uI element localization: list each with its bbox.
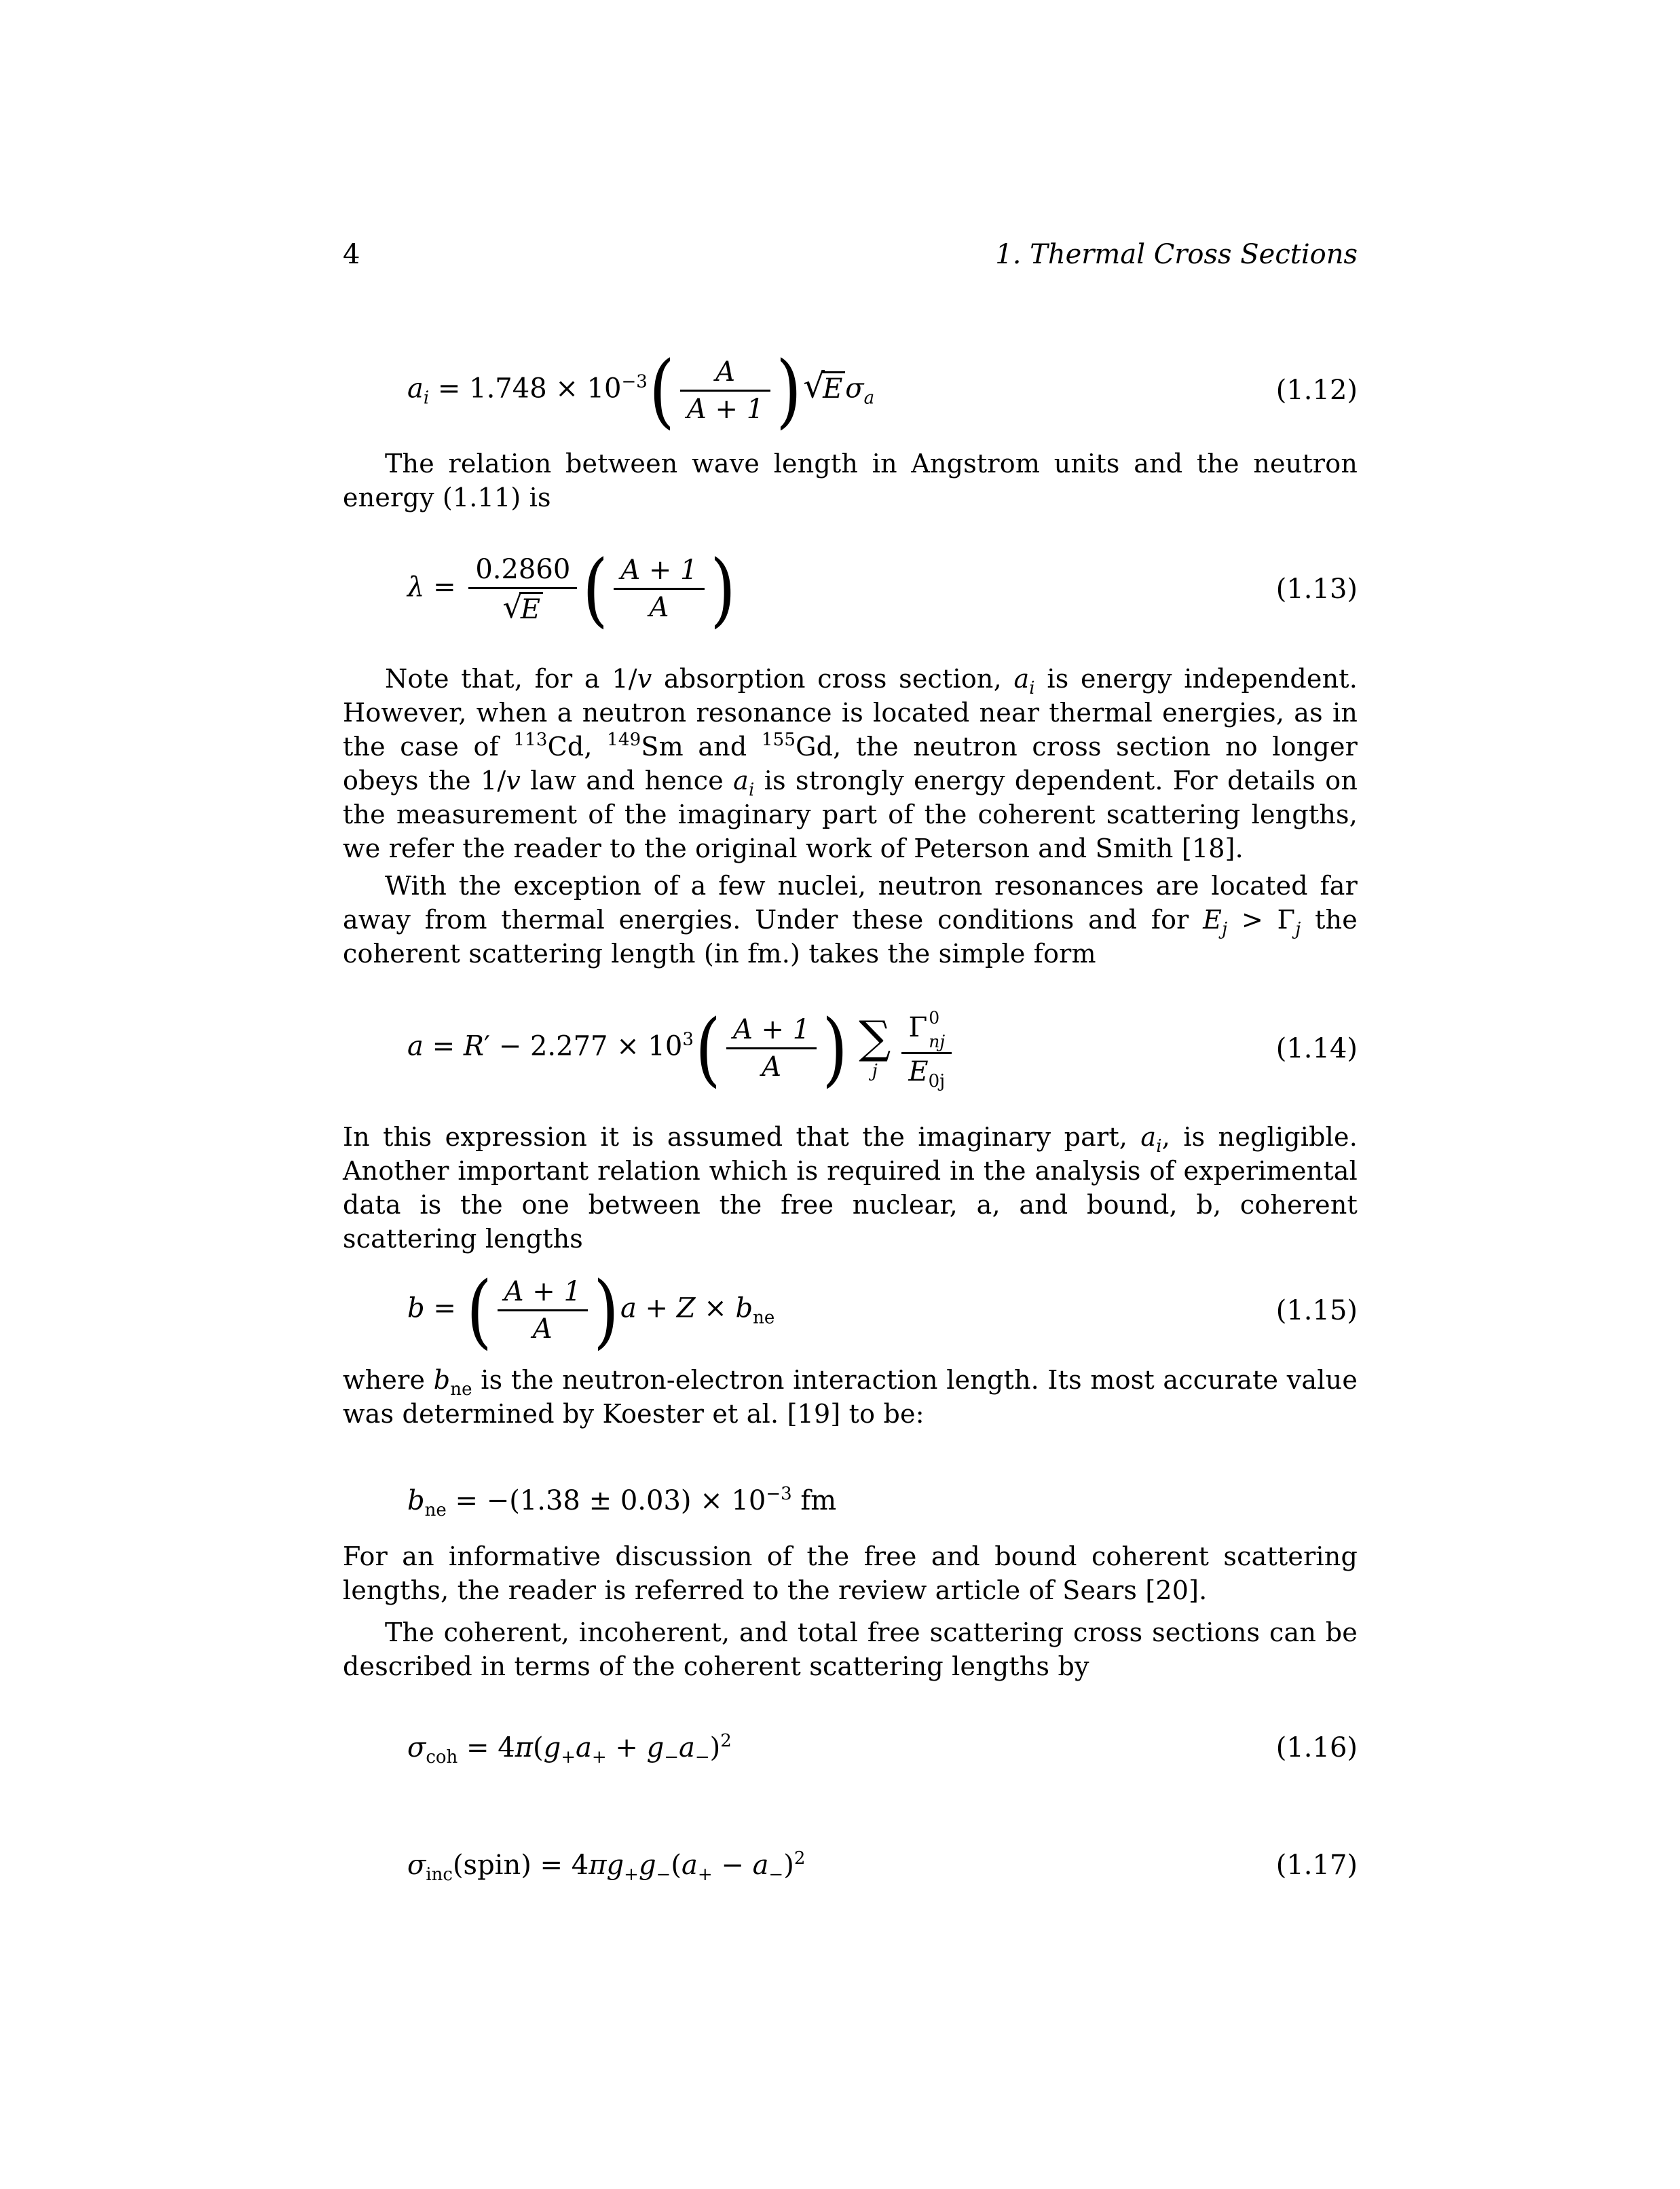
var-sigma: σ (407, 1732, 426, 1763)
numerator: A + 1 (732, 1014, 810, 1045)
equation-body: b = ( $\frac{A + 1}{A}$ )$a + Z \times b_{ne}$ (407, 1263, 775, 1358)
equation-body: $a = R' - 2.277 \times 10^3$( $\frac{A + 1}{A}$ ) ∑ j Γ 0 nj $E_{0j}$ (407, 1007, 956, 1089)
sub-plus: + (697, 1864, 713, 1885)
text-run: The relation between wave length in Angstrom units and the neutron energy (1.11) is (343, 449, 1358, 512)
equation-body (407, 1848, 806, 1885)
var-b: b (735, 1292, 753, 1324)
text-run: law and hence (521, 766, 734, 796)
var-Z: Z (676, 1292, 696, 1324)
right-paren: ) (783, 1849, 794, 1881)
denominator: A (498, 1309, 588, 1347)
sub-minus: − (768, 1864, 784, 1885)
times-sign: × (695, 1292, 736, 1324)
text-run: In this expression it is assumed that the imaginary part, (343, 1122, 1141, 1152)
equation-1-14 (343, 992, 1358, 1104)
sub-coh: coh (426, 1746, 458, 1767)
sub-i: i (1156, 1136, 1162, 1157)
text-run: Sm and (641, 732, 762, 762)
denominator: A (726, 1047, 817, 1085)
equation-1-12 (343, 336, 1358, 445)
var-a: a (407, 373, 424, 404)
paragraph-exception (343, 869, 1358, 971)
paragraph-relation (343, 447, 1358, 514)
equation-bne (343, 1472, 1358, 1529)
sub-ne: ne (753, 1307, 775, 1328)
sub-minus: − (656, 1864, 671, 1885)
equation-number: (1.14) (1275, 1032, 1358, 1064)
var-R: R (463, 1030, 484, 1062)
equation-number: (1.16) (1275, 1732, 1358, 1763)
var-a: a (681, 1849, 698, 1881)
sub-0j: 0j (928, 1071, 946, 1091)
var-g: g (638, 1849, 656, 1881)
fraction (468, 552, 577, 626)
sqrt-argument: E (821, 371, 845, 403)
spin-equals: (spin) = 4 (452, 1849, 589, 1881)
sub-nj: nj (929, 1032, 946, 1051)
plus-sign: + (606, 1732, 647, 1763)
minus-sign: − (712, 1849, 753, 1881)
paragraph-for (343, 1539, 1358, 1607)
right-paren: ) (709, 1732, 721, 1763)
sub-j: j (1222, 919, 1228, 939)
numerator: A + 1 (620, 555, 698, 586)
denominator (468, 587, 577, 626)
prime: ′ (483, 1030, 491, 1062)
exponent: −3 (766, 1483, 792, 1504)
sub-plus: + (624, 1864, 639, 1885)
var-a: a (679, 1732, 695, 1763)
equals: = (424, 1292, 465, 1324)
text-run: is energy independent. However, when a neutron resonance is located near thermal energies, as in the case of (343, 664, 1358, 762)
var-sigma: σ (845, 373, 864, 404)
equation-number: (1.15) (1275, 1294, 1358, 1326)
fraction (901, 1007, 952, 1089)
page-number: 4 (343, 239, 360, 270)
equation-body: λ = $\frac{0.2860}{√E}$ ( $\frac{A + 1}{A}$ ) (407, 542, 736, 636)
left-paren: ( (671, 1849, 682, 1881)
sub-j: j (1295, 919, 1301, 939)
isotope-155: 155 (761, 730, 796, 750)
denominator (901, 1052, 952, 1089)
fraction (498, 1274, 588, 1347)
sub-i: i (1029, 678, 1035, 698)
sup-0: 0 (929, 1008, 940, 1028)
isotope-113: 113 (513, 730, 548, 750)
sum-icon: ∑ (859, 1011, 891, 1064)
equation-body (407, 1483, 837, 1520)
var-a: a (1013, 664, 1030, 694)
var-a: a (733, 766, 749, 796)
sub-ne: ne (424, 1499, 447, 1520)
sub-i: i (423, 388, 430, 408)
sub-plus: + (561, 1746, 576, 1767)
sub-minus: − (664, 1746, 679, 1767)
text-run: With the exception of a few nuclei, neutron resonances are located far away from thermal energies. Under these conditions and for (343, 871, 1358, 935)
isotope-149: 149 (607, 730, 641, 750)
fraction (680, 354, 770, 427)
coefficient: − 2.277 × 10 (490, 1030, 683, 1062)
equation-1-13 (343, 533, 1358, 645)
var-v: v (637, 664, 652, 694)
sqrt-argument: E (519, 592, 543, 624)
exponent-2: 2 (794, 1848, 806, 1869)
paragraph-inthis (343, 1120, 1358, 1256)
var-g: g (606, 1849, 624, 1881)
var-pi: π (589, 1849, 607, 1881)
value: = −(1.38 ± 0.03) × 10 (446, 1484, 766, 1516)
var-E: E (1203, 905, 1222, 935)
text-run: Gd, the neutron cross section no longer obeys the 1/ (343, 732, 1358, 796)
sub-plus: + (591, 1746, 607, 1767)
paragraph-note (343, 662, 1358, 865)
var-a: a (576, 1732, 592, 1763)
numerator (901, 1007, 952, 1052)
text-run: , is negligible. Another important relation which is required in the analysis of experimental data is the one between the free nuclear, a, and bound, b, coherent scattering lengths (343, 1122, 1358, 1254)
denominator: A (614, 588, 704, 625)
var-g: g (646, 1732, 665, 1763)
denominator: A + 1 (680, 390, 770, 427)
coefficient: = 4 (458, 1732, 515, 1763)
paragraph-coherent (343, 1615, 1358, 1683)
sqrt-icon: √ (803, 366, 825, 405)
equals: = (424, 571, 465, 603)
sum-index: j (872, 1060, 878, 1081)
text-run: is the neutron-electron interaction length. Its most accurate value was determined by Koester et al. [19] to be: (343, 1365, 1358, 1429)
numerator: A + 1 (504, 1276, 581, 1307)
running-head (343, 239, 1358, 274)
text-run: the coherent scattering length (in fm.) takes the simple form (343, 905, 1358, 969)
sqrt-icon: √ (502, 588, 523, 625)
equation-number: (1.13) (1275, 573, 1358, 605)
text-run: The coherent, incoherent, and total free scattering cross sections can be described in terms of the coherent scattering lengths by (343, 1617, 1358, 1681)
equation-1-15 (343, 1254, 1358, 1366)
text-run: For an informative discussion of the free and bound coherent scattering lengths, the reader is referred to the review article of Sears [20]. (343, 1541, 1358, 1605)
chapter-title: 1. Thermal Cross Sections (995, 239, 1358, 270)
summation (859, 1011, 891, 1081)
text-run: Cd, (547, 732, 608, 762)
text-run: is strongly energy dependent. For details on the measurement of the imaginary part of the coherent scattering lengths, we refer the reader to the original work of Peterson and Smith [18]. (343, 766, 1358, 863)
sub-ne: ne (450, 1379, 472, 1400)
exponent: −3 (621, 371, 648, 392)
numerator: 0.2860 (475, 553, 571, 585)
var-sigma: σ (407, 1849, 426, 1881)
equation-number: (1.12) (1275, 375, 1358, 406)
var-lambda: λ (407, 571, 425, 603)
exponent-2: 2 (720, 1730, 732, 1751)
equation-1-16 (343, 1719, 1358, 1776)
left-paren: ( (532, 1732, 544, 1763)
var-a: a (407, 1030, 424, 1062)
sub-minus: − (694, 1746, 710, 1767)
equals: = (423, 1030, 464, 1062)
equation-body: $a_i = 1.748 \times 10^{-3}$( $\frac{A}{A + 1}$ )√E $\sigma_a$ (407, 343, 875, 437)
sub-inc: inc (426, 1864, 453, 1885)
sub-i: i (749, 780, 755, 800)
var-gamma: Γ (908, 1012, 928, 1043)
paragraph-where (343, 1363, 1358, 1431)
text-run: absorption cross section, (652, 664, 1014, 694)
text-run: Note that, for a 1/ (385, 664, 637, 694)
sup-sub-stack (929, 1009, 945, 1050)
coefficient: = 1.748 × 10 (429, 373, 622, 404)
text-run: where (343, 1365, 434, 1395)
var-pi: π (515, 1732, 533, 1763)
var-E: E (908, 1056, 929, 1087)
var-g: g (543, 1732, 561, 1763)
equation-1-17 (343, 1836, 1358, 1894)
var-b: b (407, 1292, 425, 1324)
exponent: 3 (682, 1029, 694, 1050)
unit-fm: fm (791, 1484, 837, 1516)
var-b: b (433, 1365, 451, 1395)
fraction (614, 553, 704, 625)
var-a: a (1140, 1122, 1157, 1152)
numerator: A (715, 356, 735, 388)
var-a: a (752, 1849, 769, 1881)
text-column (343, 0, 1358, 2189)
var-a: a (620, 1292, 637, 1324)
sub-a: a (863, 388, 875, 408)
gt-sign: > (1227, 905, 1277, 935)
plus-sign: + (636, 1292, 677, 1324)
var-v: v (506, 766, 521, 796)
var-gamma: Γ (1277, 905, 1296, 935)
equation-body (407, 1730, 732, 1767)
equation-number: (1.17) (1275, 1849, 1358, 1881)
var-b: b (407, 1484, 425, 1516)
fraction (726, 1012, 817, 1085)
